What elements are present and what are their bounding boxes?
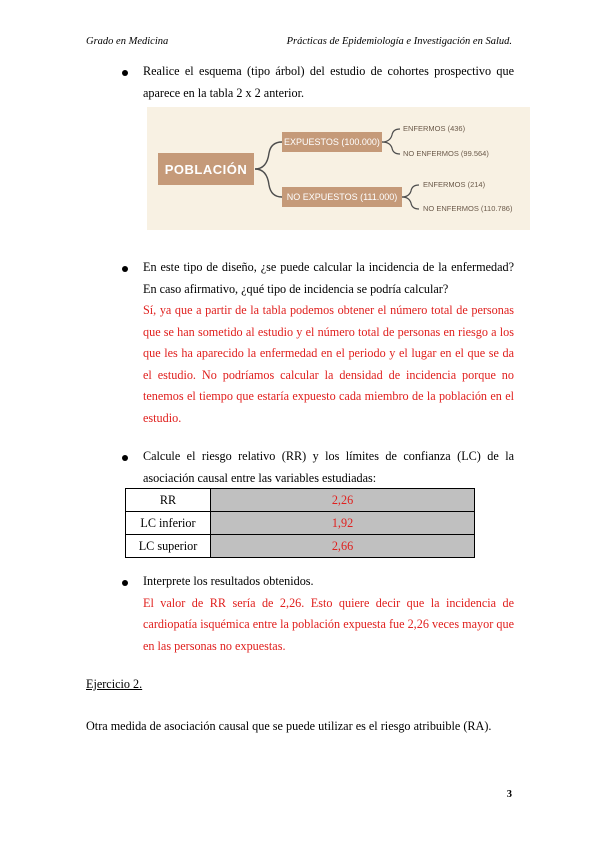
bullet4-answer: El valor de RR sería de 2,26. Esto quiere decir que la incidencia de cardiopatía isquémica entre la población expuesta fue 2,26 veces mayor que en las personas no expuestas. [143, 595, 514, 653]
bullet-icon [122, 70, 128, 76]
page-number: 3 [506, 789, 512, 800]
bullet2-block [143, 257, 514, 429]
tree-leaf-expuestos-no-enfermos: NO ENFERMOS (99.564) [403, 149, 489, 158]
rr-results-table [125, 488, 475, 558]
table-row [126, 512, 475, 535]
bullet-icon [122, 266, 128, 272]
bullet2-question: En este tipo de diseño, ¿se puede calcular la incidencia de la enfermedad? En caso afirmativo, ¿qué tipo de incidencia se podría calcular? [143, 260, 514, 296]
table-cell-label: LC superior [126, 535, 211, 558]
bullet-icon [122, 455, 128, 461]
bullet4-block [143, 571, 514, 657]
table-cell-value: 2,26 [211, 489, 475, 512]
tree-root-poblacion: POBLACIÓN [158, 153, 254, 185]
bullet-icon [122, 580, 128, 586]
table-cell-label: RR [126, 489, 211, 512]
bullet3-text: Calcule el riesgo relativo (RR) y los límites de confianza (LC) de la asociación causal entre las variables estudiadas: [143, 449, 514, 485]
tree-branch-no-expuestos: NO EXPUESTOS (111.000) [282, 187, 402, 207]
table-cell-value: 2,66 [211, 535, 475, 558]
exercise-heading: Ejercicio 2. [86, 677, 143, 691]
table-row [126, 489, 475, 512]
bullet1-text: Realice el esquema (tipo árbol) del estudio de cohortes prospectivo que aparece en la tabla 2 x 2 anterior. [143, 64, 514, 100]
tree-leaf-no-expuestos-no-enfermos: NO ENFERMOS (110.786) [423, 204, 513, 213]
bullet4-question: Interprete los resultados obtenidos. [143, 574, 314, 588]
exercise-text: Otra medida de asociación causal que se puede utilizar es el riesgo atribuible (RA). [86, 719, 492, 733]
tree-leaf-expuestos-enfermos: ENFERMOS (436) [403, 124, 466, 133]
table-cell-label: LC inferior [126, 512, 211, 535]
table-row [126, 535, 475, 558]
header-right: Prácticas de Epidemiología e Investigación en Salud. [286, 36, 512, 47]
cohort-tree-diagram [147, 107, 530, 230]
table-cell-value: 1,92 [211, 512, 475, 535]
header-left: Grado en Medicina [86, 36, 169, 47]
bullet2-answer: Sí, ya que a partir de la tabla podemos obtener el número total de personas que se han sometido al estudio y el número total de personas en riesgo a los que les ha aparecido la enfermedad en el periodo y el lugar en el que se da el estudio. No podríamos calcular la densidad de incidencia porque no tenemos el tiempo que estaría expuesto cada miembro de la población en el estudio. [143, 303, 514, 425]
tree-branch-expuestos: EXPUESTOS (100.000) [282, 132, 382, 152]
tree-leaf-no-expuestos-enfermos: ENFERMOS (214) [423, 180, 486, 189]
